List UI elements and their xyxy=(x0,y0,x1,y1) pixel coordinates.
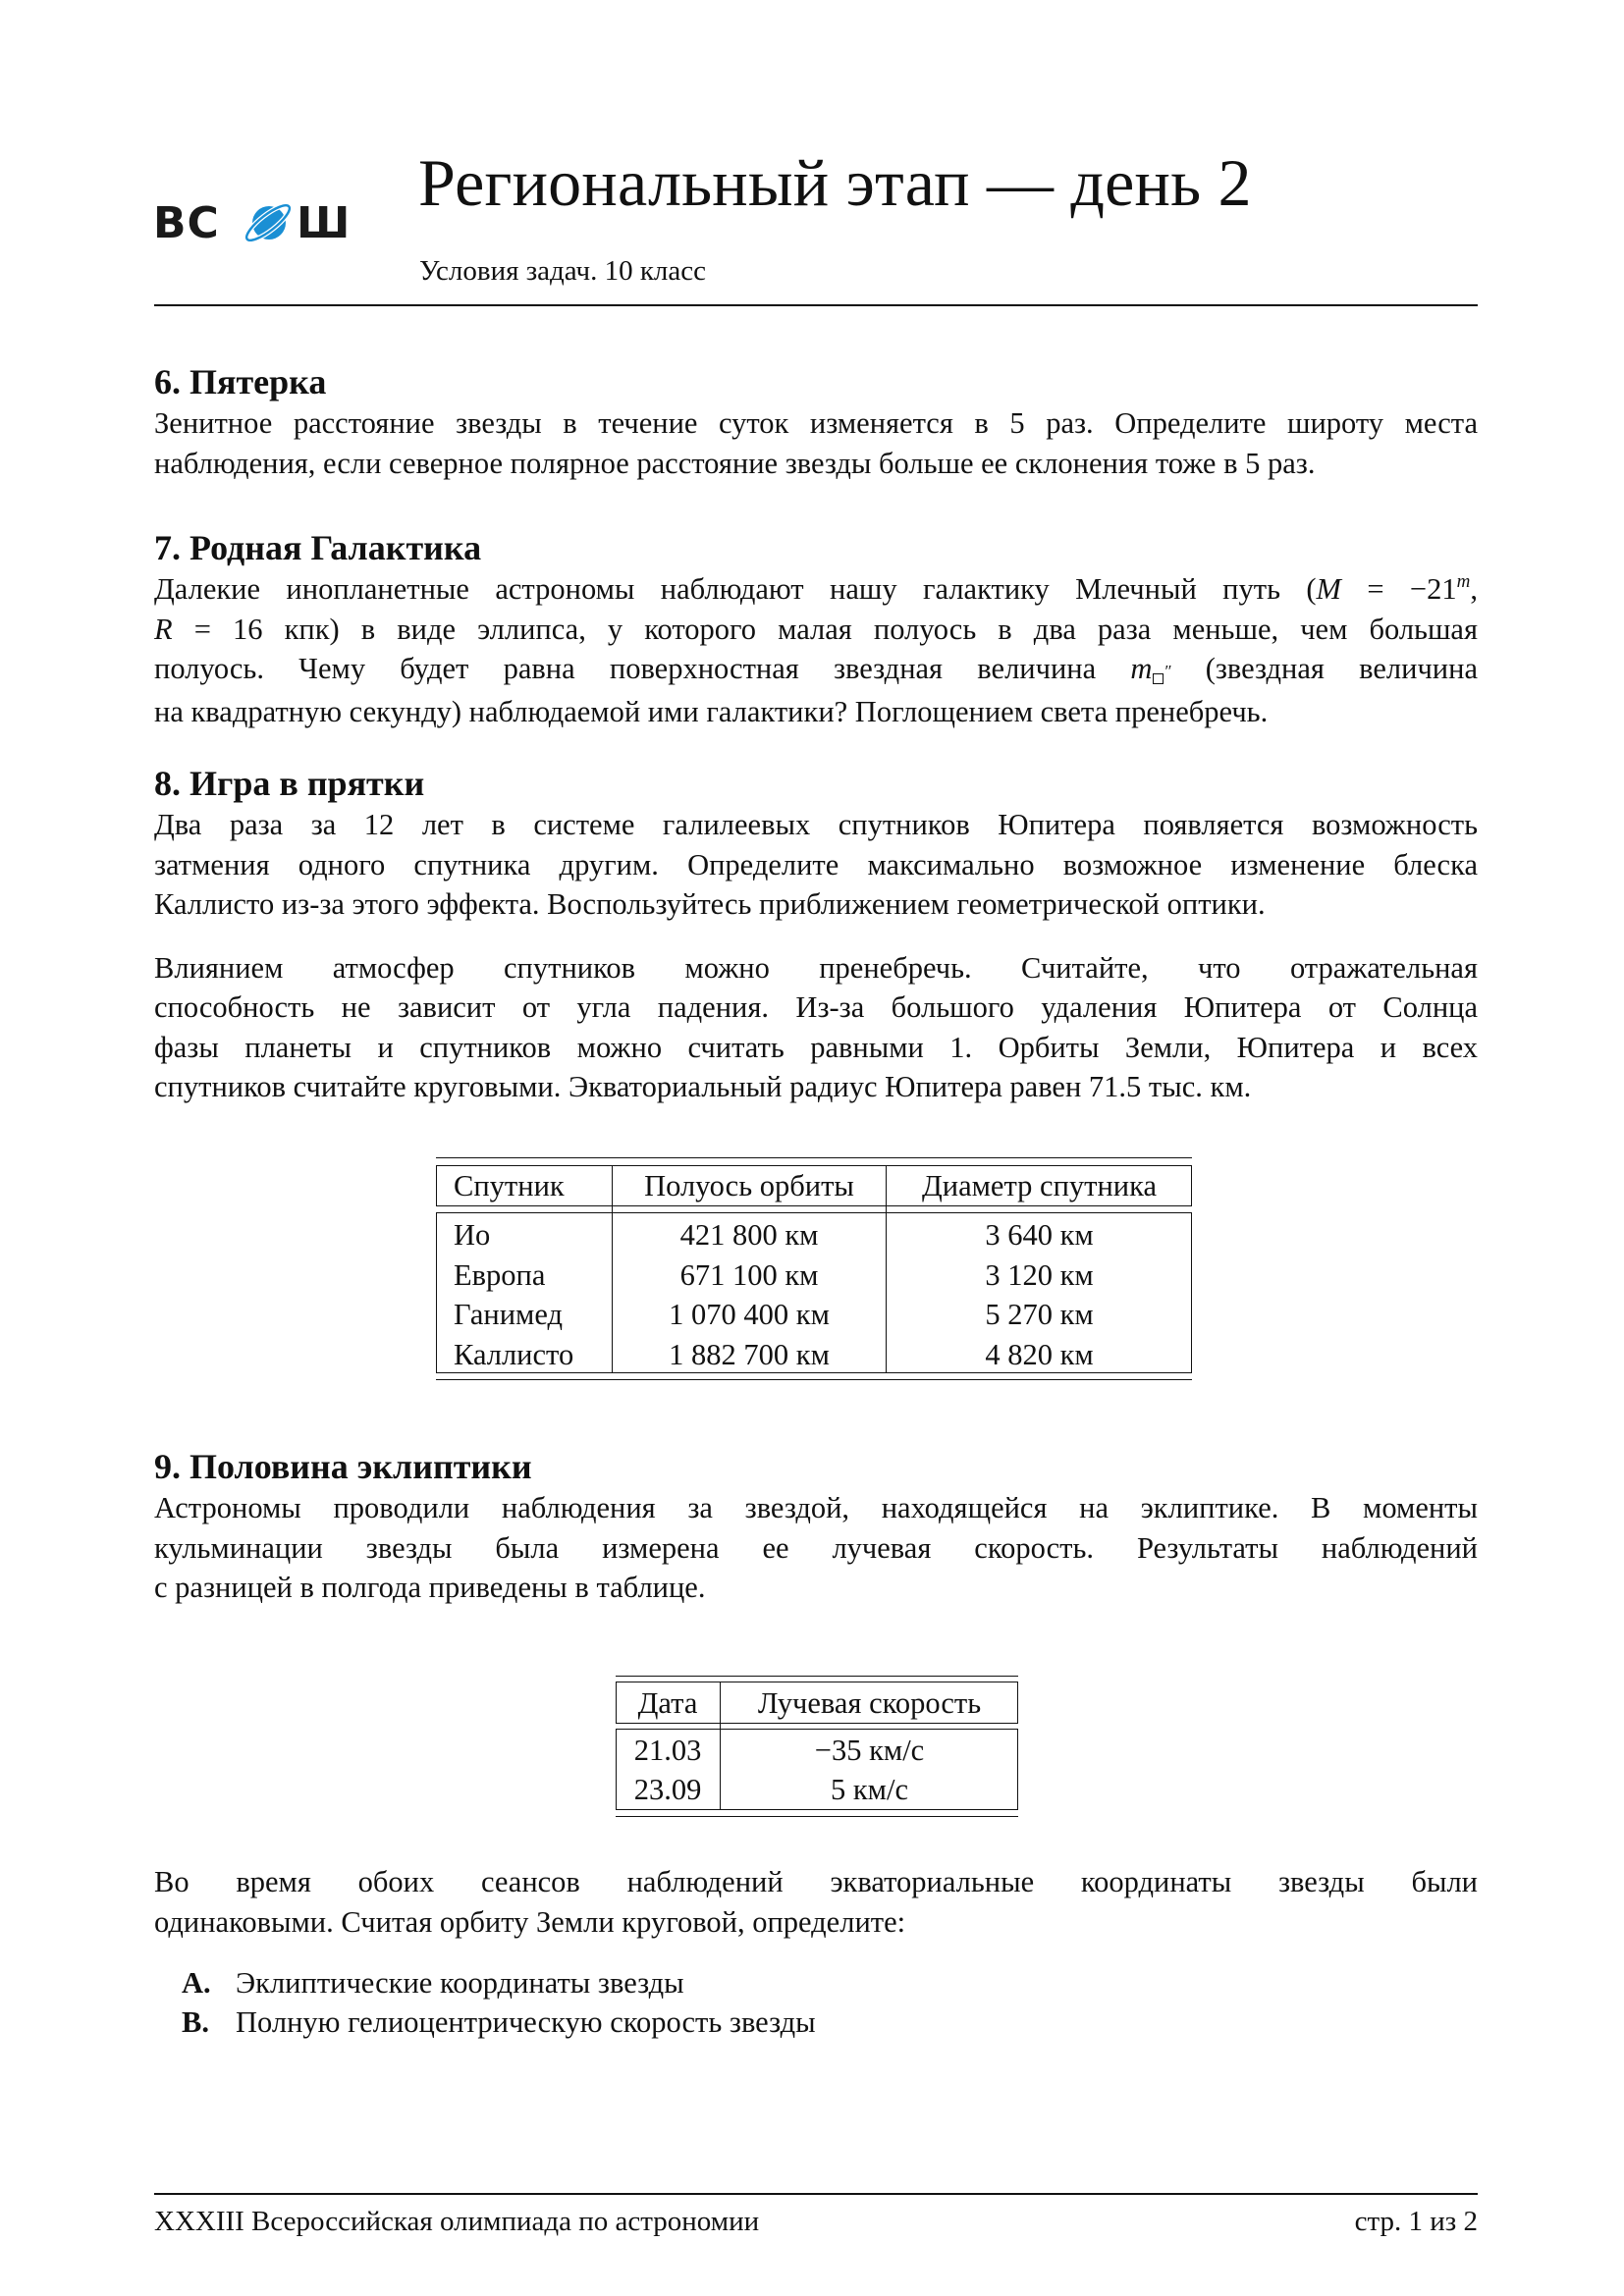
math-m-surface: m ″ xyxy=(1130,652,1171,685)
page-subtitle: Условия задач. 10 класс xyxy=(419,255,706,287)
text-line: затмения одного спутника другим. Определите максимально возможное изменение блеска xyxy=(154,847,1478,881)
problem-9 xyxy=(154,1445,1478,1608)
magnitude-superscript: m xyxy=(1456,571,1471,592)
footer-divider xyxy=(154,2193,1478,2195)
text-line: кульминации звезды была измерена ее лучевая скорость. Результаты наблюдений xyxy=(154,1530,1478,1565)
problem-title: Родная Галактика xyxy=(189,528,482,567)
table-rule xyxy=(436,1379,1192,1380)
table-header-cell: Дата xyxy=(637,1686,698,1720)
problem-number: 7. xyxy=(154,528,181,567)
table-cell: Европа xyxy=(454,1258,546,1292)
table-cell: −35 км/с xyxy=(814,1734,925,1767)
text-line: способность не зависит от угла падения. Из-за большого удаления Юпитера от Солнца xyxy=(154,990,1478,1024)
table-cell: Ганимед xyxy=(454,1298,564,1331)
radial-velocity-table xyxy=(616,1676,1018,1819)
text-line: спутников считайте круговыми. Экваториальный радиус Юпитера равен 71.5 тыс. км. xyxy=(154,1070,1252,1103)
table-cell: 671 100 км xyxy=(679,1258,819,1292)
problem-9-continuation xyxy=(154,1862,1478,1942)
item-label: B. xyxy=(182,2005,209,2039)
question-item-b xyxy=(182,2002,816,2042)
footer-olympiad-name: XXXIII Всероссийская олимпиада по астрономии xyxy=(154,2206,760,2237)
problem-heading xyxy=(154,526,1478,569)
item-label: A. xyxy=(182,1966,211,2000)
problem-text xyxy=(154,569,1478,731)
text-line: Астрономы проводили наблюдения за звездой, находящейся на эклиптике. В моменты xyxy=(154,1491,1478,1524)
text-line: на квадратную секунду) наблюдаемой ими галактики? Поглощением света пренебречь. xyxy=(154,694,1269,728)
text-line: полуось. Чему будет равна поверхностная звездная величина m ″ (звездная величина xyxy=(154,652,1478,685)
item-text: Полную гелиоцентрическую скорость звезды xyxy=(236,2005,816,2039)
table-cell: 5 км/с xyxy=(830,1773,908,1806)
problem-7 xyxy=(154,526,1478,731)
problem-title: Игра в прятки xyxy=(189,764,425,803)
item-text: Эклиптические координаты звезды xyxy=(236,1966,684,2000)
table-cell: 4 820 км xyxy=(985,1338,1094,1371)
text-line: наблюдения, если северное полярное расстояние звезды больше ее склонения тоже в 5 раз. xyxy=(154,446,1316,480)
header-divider xyxy=(154,304,1478,306)
table-header-cell: Диаметр спутника xyxy=(921,1169,1158,1202)
table-rule xyxy=(616,1676,1018,1677)
table-cell: Каллисто xyxy=(454,1338,574,1371)
table-header-cell: Лучевая скорость xyxy=(757,1686,982,1720)
text-line: R = 16 кпк) в виде эллипса, у которого малая полуось в два раза меньше, чем большая xyxy=(154,612,1478,646)
page-number: стр. 1 из 2 xyxy=(1354,2206,1478,2237)
problem-heading xyxy=(154,360,1478,403)
table-cell: 1 070 400 км xyxy=(669,1298,830,1331)
table-cell: 5 270 км xyxy=(985,1298,1094,1331)
problem-8 xyxy=(154,762,1478,1107)
text-line: фазы планеты и спутников можно считать равными 1. Орбиты Земли, Юпитера и всех xyxy=(154,1030,1478,1064)
problem-title: Половина эклиптики xyxy=(189,1447,532,1486)
logo-graphic xyxy=(153,196,359,247)
problem-heading xyxy=(154,1445,1478,1488)
problem-text xyxy=(154,403,1478,483)
page-title: Региональный этап — день 2 xyxy=(418,145,1252,220)
table-rule xyxy=(436,1157,1192,1158)
problem-6 xyxy=(154,360,1478,483)
text-line: Влиянием атмосфер спутников можно пренебречь. Считайте, что отражательная xyxy=(154,950,1478,985)
logo-letters-right: Ш xyxy=(297,198,351,247)
math-M: M xyxy=(1316,572,1341,606)
text-line: Зенитное расстояние звезды в течение суток изменяется в 5 раз. Определите широту места xyxy=(154,406,1478,440)
text-line: с разницей в полгода приведены в таблице. xyxy=(154,1571,706,1604)
problem-text xyxy=(154,1488,1478,1608)
problem-text xyxy=(154,948,1478,1107)
problem-number: 9. xyxy=(154,1447,181,1486)
text-line: Два раза за 12 лет в системе галилеевых спутников Юпитера появляется возможность xyxy=(154,808,1478,841)
vsosh-logo xyxy=(153,196,359,247)
square-subscript-icon xyxy=(1153,673,1164,684)
text-line: Во время обоих сеансов наблюдений экваториальные координаты звезды были xyxy=(154,1865,1478,1898)
text-line: Каллисто из-за этого эффекта. Воспользуйтесь приближением геометрической оптики. xyxy=(154,887,1266,921)
problem-number: 6. xyxy=(154,362,181,401)
question-item-a xyxy=(182,1963,684,2002)
logo-letters-left: ВС xyxy=(153,198,220,247)
table-cell: 21.03 xyxy=(633,1734,702,1767)
table-header-cell: Полуось орбиты xyxy=(644,1169,854,1202)
table-cell: 421 800 км xyxy=(679,1218,819,1252)
table-cell: 1 882 700 км xyxy=(669,1338,830,1371)
planet-ring-icon xyxy=(243,200,294,245)
problem-text xyxy=(154,1862,1478,1942)
text-line: Далекие инопланетные астрономы наблюдают нашу галактику Млечный путь ($M = -21^m$, xyxy=(154,571,1478,606)
text-line: одинаковыми. Считая орбиту Земли круговой, определите: xyxy=(154,1904,906,1939)
table-cell: 23.09 xyxy=(633,1773,702,1806)
satellites-table xyxy=(436,1157,1192,1385)
table-cell: 3 640 км xyxy=(985,1218,1094,1252)
table-header-cell: Спутник xyxy=(454,1169,565,1202)
table-rule xyxy=(616,1816,1018,1817)
table-cell: Ио xyxy=(454,1218,491,1252)
problem-heading xyxy=(154,762,1478,805)
problem-number: 8. xyxy=(154,764,181,803)
problem-title: Пятерка xyxy=(189,362,327,401)
table-cell: 3 120 км xyxy=(985,1258,1094,1292)
problem-text xyxy=(154,805,1478,925)
math-R: R xyxy=(154,612,173,646)
